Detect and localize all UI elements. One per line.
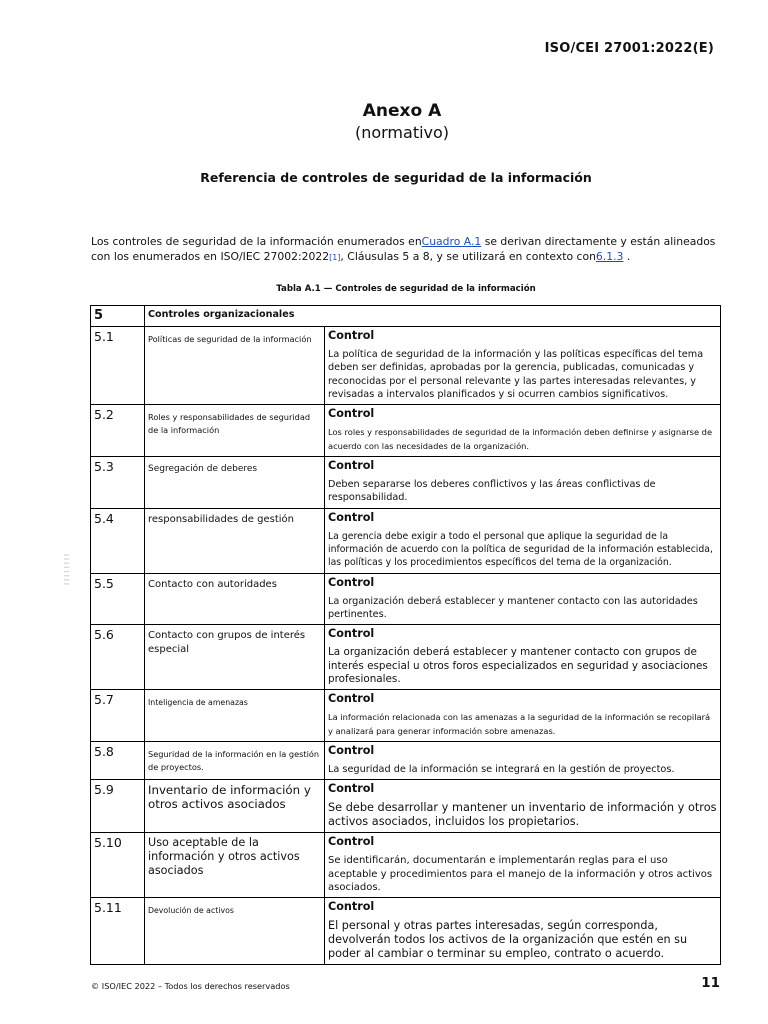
control-cell xyxy=(325,690,721,742)
control-name: Políticas de seguridad de la información xyxy=(148,334,312,344)
table-section-row xyxy=(91,306,721,327)
control-cell xyxy=(325,573,721,625)
control-number: 5.5 xyxy=(91,573,145,625)
control-description: La organización deberá establecer y mantener contacto con las autoridades pertinentes. xyxy=(328,595,698,620)
control-cell xyxy=(325,780,721,833)
annex-title: Anexo A xyxy=(362,101,442,121)
control-number: 5.7 xyxy=(91,690,145,742)
table-a1-link[interactable]: Cuadro A.1 xyxy=(421,235,482,248)
control-name-cell xyxy=(145,690,325,742)
control-cell xyxy=(325,742,721,780)
control-number: 5.3 xyxy=(91,457,145,509)
control-name-cell xyxy=(145,327,325,405)
control-cell xyxy=(325,625,721,690)
annex-heading: Referencia de controles de seguridad de la información xyxy=(200,170,592,185)
control-cell xyxy=(325,508,721,573)
control-name: Seguridad de la información en la gestión de proyectos. xyxy=(148,749,320,773)
control-name-cell xyxy=(145,508,325,573)
section-title: Controles organizacionales xyxy=(145,306,721,327)
intro-paragraph xyxy=(91,234,721,265)
control-label: Control xyxy=(328,835,375,849)
control-cell xyxy=(325,405,721,457)
table-caption: Tabla A.1 — Controles de seguridad de la información xyxy=(276,284,536,294)
controls-table xyxy=(90,305,721,965)
table-row xyxy=(91,405,721,457)
control-label: Control xyxy=(328,627,375,641)
control-label: Control xyxy=(328,900,375,914)
control-name: Devolución de activos xyxy=(148,906,234,916)
control-number: 5.11 xyxy=(91,898,145,965)
control-label: Control xyxy=(328,459,375,473)
control-number: 5.2 xyxy=(91,405,145,457)
control-name-cell xyxy=(145,625,325,690)
table-row xyxy=(91,780,721,833)
control-name: Segregación de deberes xyxy=(148,464,258,475)
table-row xyxy=(91,742,721,780)
control-description: Se identificarán, documentarán e implementarán reglas para el uso aceptable y procedimientos para el manejo de la información y otros activos asociados. xyxy=(328,855,713,894)
clause-6-1-3-link[interactable]: 6.1.3 xyxy=(595,250,624,263)
table-row xyxy=(91,508,721,573)
control-name: Inteligencia de amenazas xyxy=(148,698,248,708)
control-number: 5.4 xyxy=(91,508,145,573)
control-description: El personal y otras partes interesadas, según corresponda, devolverán todos los activos de la organización que estén en su poder al cambiar o terminar su empleo, contrato o acuerdo. xyxy=(328,919,688,961)
control-label: Control xyxy=(328,575,375,589)
control-label: Control xyxy=(328,744,375,758)
control-label: Control xyxy=(328,782,375,796)
control-name: Roles y responsabilidades de seguridad de la información xyxy=(148,412,311,436)
footer-copyright: © ISO/IEC 2022 – Todos los derechos reservados xyxy=(91,981,290,991)
control-description: La organización deberá establecer y mantener contacto con grupos de interés especial u otros foros especializados en seguridad y asociaciones profesionales. xyxy=(328,646,708,685)
table-row xyxy=(91,690,721,742)
control-name: responsabilidades de gestión xyxy=(148,513,294,525)
control-cell xyxy=(325,327,721,405)
table-row xyxy=(91,457,721,509)
control-cell xyxy=(325,898,721,965)
table-row xyxy=(91,573,721,625)
control-number: 5.8 xyxy=(91,742,145,780)
control-name-cell xyxy=(145,457,325,509)
control-name-cell xyxy=(145,780,325,833)
control-description: Los roles y responsabilidades de seguridad de la información deben definirse y asignarse de acuerdo con las necesidades de la organización. xyxy=(328,427,713,451)
control-number: 5.6 xyxy=(91,625,145,690)
control-name-cell xyxy=(145,742,325,780)
control-label: Control xyxy=(328,692,375,706)
control-description: La información relacionada con las amenazas a la seguridad de la información se recopilará y analizará para generar información sobre amenazas. xyxy=(328,712,711,736)
table-row xyxy=(91,833,721,898)
table-row xyxy=(91,898,721,965)
section-number: 5 xyxy=(91,306,145,327)
intro-text-3: , Cláusulas 5 a 8, y se utilizará en contexto con xyxy=(340,250,596,263)
annex-subtitle: (normativo) xyxy=(354,123,450,142)
control-name: Inventario de información y otros activos asociados xyxy=(148,783,311,812)
control-cell xyxy=(325,457,721,509)
control-label: Control xyxy=(328,510,375,524)
control-number: 5.9 xyxy=(91,780,145,833)
page-number: 11 xyxy=(701,975,720,991)
intro-text-2: se derivan directamente y están alineados con los enumerados en ISO/IEC 27002:2022 xyxy=(91,235,716,263)
control-description: La seguridad de la información se integrará en la gestión de proyectos. xyxy=(328,764,675,776)
control-cell xyxy=(325,833,721,898)
intro-text-1: Los controles de seguridad de la información enumerados en xyxy=(91,235,422,248)
table-row xyxy=(91,625,721,690)
control-label: Control xyxy=(328,329,375,342)
bibliography-ref-link[interactable]: [1] xyxy=(329,253,341,262)
standard-id: ISO/CEI 27001:2022(E) xyxy=(544,41,714,56)
control-label: Control xyxy=(328,407,375,421)
control-number: 5.10 xyxy=(91,833,145,898)
control-description: Deben separarse los deberes conflictivos y las áreas conflictivas de responsabilidad. xyxy=(328,479,656,504)
control-description: La política de seguridad de la información y las políticas específicas del tema deben ser definidas, aprobadas por la gerencia, publicadas, comunicadas y reconocidas por el personal relevante y las partes interesadas relevantes, y revisadas a intervalos planificados y si ocurren cambios significativos. xyxy=(328,349,704,400)
control-name: Contacto con autoridades xyxy=(148,578,277,590)
table-row xyxy=(91,327,721,405)
control-name-cell xyxy=(145,898,325,965)
control-name: Contacto con grupos de interés especial xyxy=(148,630,306,656)
control-number: 5.1 xyxy=(91,327,145,405)
control-name-cell xyxy=(145,833,325,898)
control-description: La gerencia debe exigir a todo el personal que aplique la seguridad de la información de acuerdo con la política de seguridad de la información establecida, las políticas y los procedimientos específicos del tema de la organización. xyxy=(328,530,713,569)
control-name-cell xyxy=(145,405,325,457)
side-watermark: ‖ ‖ ‖ ‖ ‖ ‖ ‖ ‖ xyxy=(64,553,70,585)
control-name: Uso aceptable de la información y otros activos asociados xyxy=(148,836,300,878)
intro-text-4: . xyxy=(623,250,631,263)
control-name-cell xyxy=(145,573,325,625)
control-description: Se debe desarrollar y mantener un inventario de información y otros activos asociados, incluidos los propietarios. xyxy=(328,801,717,829)
